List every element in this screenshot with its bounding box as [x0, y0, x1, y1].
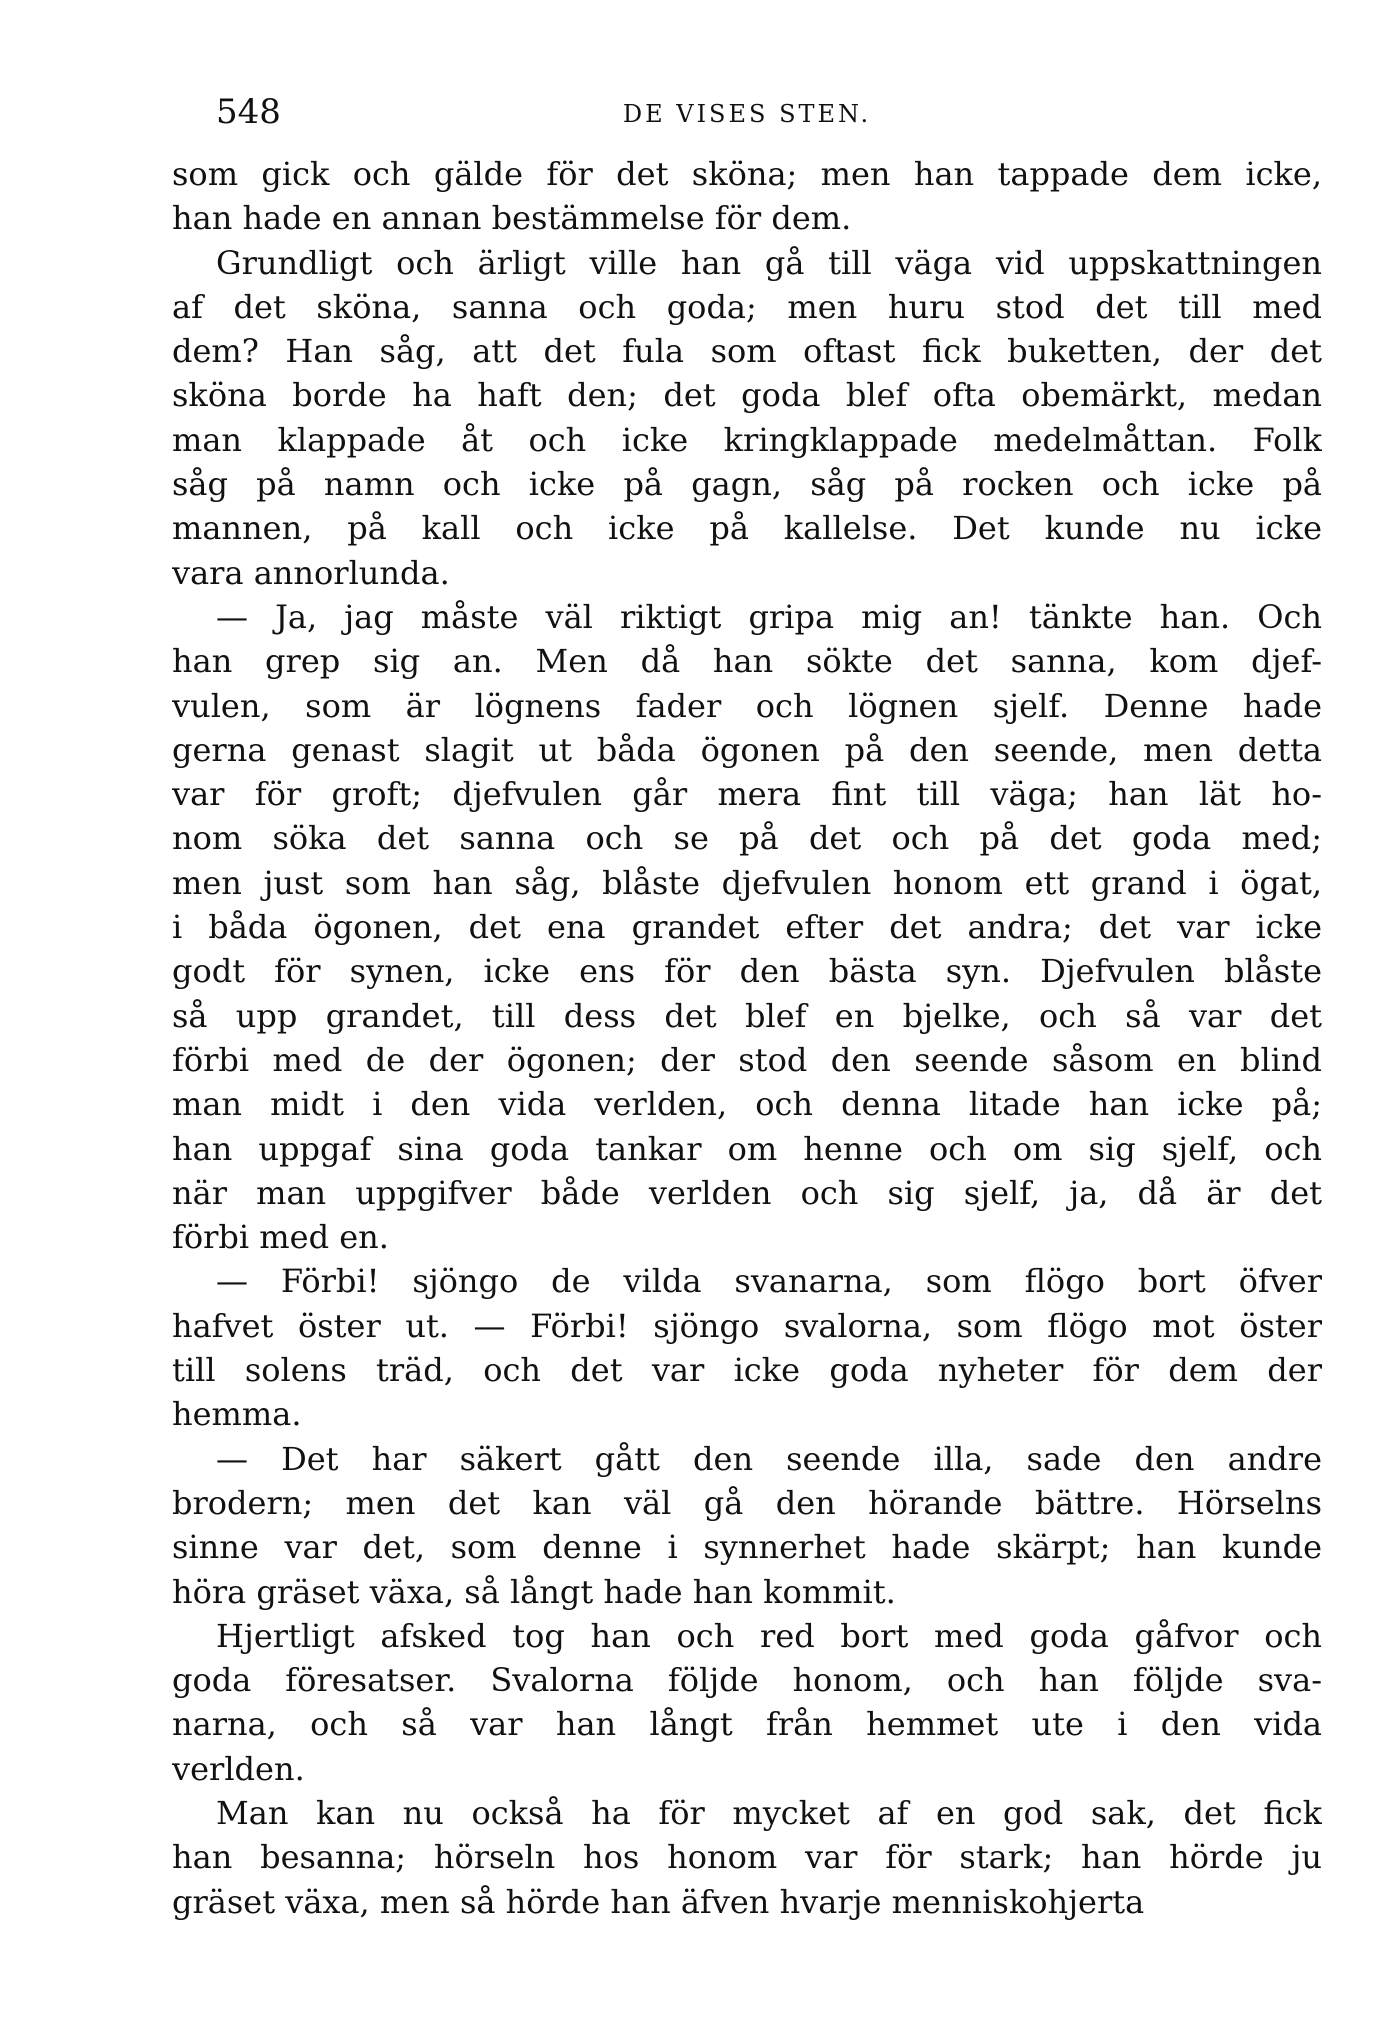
text-line: mannen, på kall och icke på kallelse. Det kunde nu icke [172, 509, 1322, 548]
paragraph [172, 1614, 1322, 1791]
paragraph [172, 1791, 1322, 1924]
text-line: — Förbi! sjöngo de vilda svanarna, som flögo bort öfver [216, 1262, 1322, 1301]
running-head [172, 92, 1322, 152]
text-line: Hjertligt afsked tog han och red bort med goda gåfvor och [216, 1616, 1322, 1655]
text-line: han hade en annan bestämmelse för dem. [172, 199, 852, 238]
text-line: som gick och gälde för det sköna; men han tappade dem icke, [172, 155, 1322, 193]
text-line: narna, och så var han långt från hemmet ute i den vida [172, 1705, 1322, 1744]
text-line: vara annorlunda. [172, 553, 450, 592]
running-title: DE VISES STEN. [622, 100, 872, 128]
text-line: af det sköna, sanna och goda; men huru stod det till med [172, 287, 1322, 326]
text-line: förbi med de der ögonen; der stod den seende såsom en blind [172, 1040, 1322, 1079]
body-text [172, 152, 1322, 1924]
text-line: han grep sig an. Men då han sökte det sanna, kom djef- [172, 642, 1322, 681]
text-line: goda föresatser. Svalorna följde honom, och han följde sva- [172, 1661, 1322, 1700]
text-line: sköna borde ha haft den; det goda blef ofta obemärkt, medan [172, 376, 1322, 415]
text-line: verlden. [172, 1749, 305, 1788]
text-line: var för groft; djefvulen går mera fint till väga; han lät ho- [172, 775, 1322, 814]
paragraph [172, 152, 1322, 241]
text-line: dem? Han såg, att det fula som oftast fick buketten, der det [172, 332, 1322, 371]
text-line: men just som han såg, blåste djefvulen honom ett grand i ögat, [172, 863, 1322, 902]
paragraph [172, 595, 1322, 1259]
text-line: man klappade åt och icke kringklappade medelmåttan. Folk [172, 420, 1322, 459]
text-line: godt för synen, icke ens för den bästa syn. Djefvulen blåste [172, 952, 1322, 991]
paragraph [172, 1437, 1322, 1614]
text-line: hemma. [172, 1395, 302, 1434]
text-line: han uppgaf sina goda tankar om henne och om sig sjelf, och [172, 1129, 1322, 1168]
text-line: gerna genast slagit ut båda ögonen på den seende, men detta [172, 730, 1322, 769]
text-line: såg på namn och icke på gagn, såg på rocken och icke på [172, 465, 1322, 504]
text-line: till solens träd, och det var icke goda nyheter för dem der [172, 1351, 1322, 1390]
text-line: — Det har säkert gått den seende illa, sade den andre [216, 1439, 1322, 1478]
text-line: Grundligt och ärligt ville han gå till väga vid uppskattningen [216, 243, 1322, 282]
text-line: nom söka det sanna och se på det och på det goda med; [172, 819, 1322, 858]
text-line: man midt i den vida verlden, och denna litade han icke på; [172, 1085, 1322, 1124]
paragraph [172, 1259, 1322, 1436]
text-line: han besanna; hörseln hos honom var för stark; han hörde ju [172, 1838, 1322, 1877]
book-page [172, 92, 1322, 1924]
text-line: sinne var det, som denne i synnerhet hade skärpt; han kunde [172, 1528, 1322, 1567]
text-line: Man kan nu också ha för mycket af en god sak, det fick [216, 1793, 1322, 1832]
text-line: när man uppgifver både verlden och sig sjelf, ja, då är det [172, 1173, 1322, 1212]
paragraph [172, 241, 1322, 595]
text-line: brodern; men det kan väl gå den hörande bättre. Hörselns [172, 1483, 1322, 1522]
text-line: förbi med en. [172, 1218, 389, 1257]
page-number: 548 [216, 92, 281, 132]
text-line: — Ja, jag måste väl riktigt gripa mig an! tänkte han. Och [216, 597, 1322, 636]
text-line: hafvet öster ut. — Förbi! sjöngo svalorna, som flögo mot öster [172, 1306, 1322, 1345]
text-line: gräset växa, men så hörde han äfven hvarje menniskohjerta [172, 1882, 1145, 1921]
text-line: så upp grandet, till dess det blef en bjelke, och så var det [172, 996, 1322, 1035]
text-line: i båda ögonen, det ena grandet efter det andra; det var icke [172, 908, 1322, 947]
text-line: höra gräset växa, så långt hade han kommit. [172, 1572, 896, 1611]
text-line: vulen, som är lögnens fader och lögnen sjelf. Denne hade [172, 686, 1322, 725]
